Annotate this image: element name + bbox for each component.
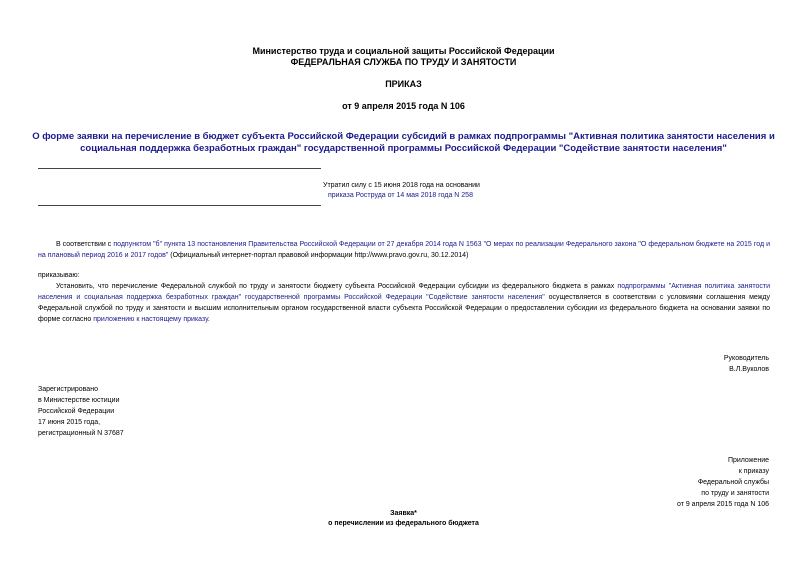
registration-line-2: в Министерстве юстиции: [38, 397, 120, 404]
registration-line-1: Зарегистрировано: [38, 386, 98, 393]
ministry-name: Министерство труда и социальной защиты Российской Федерации: [252, 46, 555, 56]
appendix-line-3: Федеральной службы: [697, 479, 769, 486]
appendix-line-5: от 9 апреля 2015 года N 106: [676, 501, 769, 508]
form-title-line-2: о перечислении из федерального бюджета: [328, 520, 479, 527]
preamble-suffix: (Официальный интернет-портал правовой информации http://www.pravo.gov.ru, 30.12.2014): [168, 252, 469, 259]
appendix-line-2: к приказу: [738, 468, 769, 475]
signature-role: Руководитель: [723, 355, 769, 362]
body-part-1: Установить, что перечисление Федеральной службой по труду и занятости бюджету субъекта Российской Федерации субсидии из федерального бюджета в рамках: [56, 283, 618, 290]
body-paragraph: [38, 281, 770, 325]
document-title-line-1: О форме заявки на перечисление в бюджет субъекта Российской Федерации субсидий в рамках подпрограммы "Активная политика занятости населения и: [32, 131, 775, 142]
appendix-line-4: по труду и занятости: [701, 490, 769, 497]
appendix-line-1: Приложение: [727, 457, 769, 464]
document-title-line-2: социальная поддержка безработных граждан" государственной программы Российской Федерации "Содействие занятости населения": [80, 143, 727, 154]
body-part-2: осуществляется в соответствии с условиями соглашения между Федеральной службой по труду и занятости и высшим исполнительным органом государственной власти субъекта Российской Федерации о предоставлении субсидии из федерального бюджета на основании заявки по форме согласно: [38, 294, 771, 323]
document-type: ПРИКАЗ: [385, 79, 422, 89]
status-note-link[interactable]: приказа Роструда от 14 мая 2018 года N 258: [328, 192, 473, 199]
registration-line-4: 17 июня 2015 года,: [38, 419, 101, 426]
preamble-paragraph: [38, 239, 770, 261]
appendix-block: [677, 455, 769, 510]
signature-name: В.Л.Вуколов: [729, 366, 769, 373]
divider-bottom: [38, 205, 321, 206]
preamble-legal-link[interactable]: подпунктом "б" пункта 13 постановления Правительства Российской Федерации от 27 декабря 2014 года N 1563 "О мерах по реализации Федерального закона "О федеральном бюджете на 2015 год и на плановый период 2016 и 2017 годов": [38, 241, 770, 259]
registration-line-3: Российской Федерации: [38, 408, 115, 415]
appendix-link[interactable]: приложению к настоящему приказу: [93, 316, 208, 323]
form-title-line-1: Заявка*: [390, 510, 417, 517]
document-date-number: от 9 апреля 2015 года N 106: [342, 101, 465, 111]
registration-line-5: регистрационный N 37687: [38, 430, 124, 437]
registration-block: [38, 384, 124, 439]
order-word: приказываю:: [38, 272, 80, 279]
status-note-text: Утратил силу с 15 июня 2018 года на основании: [323, 182, 480, 189]
service-name: ФЕДЕРАЛЬНАЯ СЛУЖБА ПО ТРУДУ И ЗАНЯТОСТИ: [290, 57, 517, 67]
divider-top: [38, 168, 321, 169]
preamble-prefix: В соответствии с: [56, 241, 114, 248]
subprogram-link[interactable]: подпрограммы "Активная политика занятости населения и социальная поддержка безработных граждан" государственной программы Российской Федерации "Содействие занятости населения": [38, 283, 770, 301]
body-part-3: .: [207, 316, 210, 323]
